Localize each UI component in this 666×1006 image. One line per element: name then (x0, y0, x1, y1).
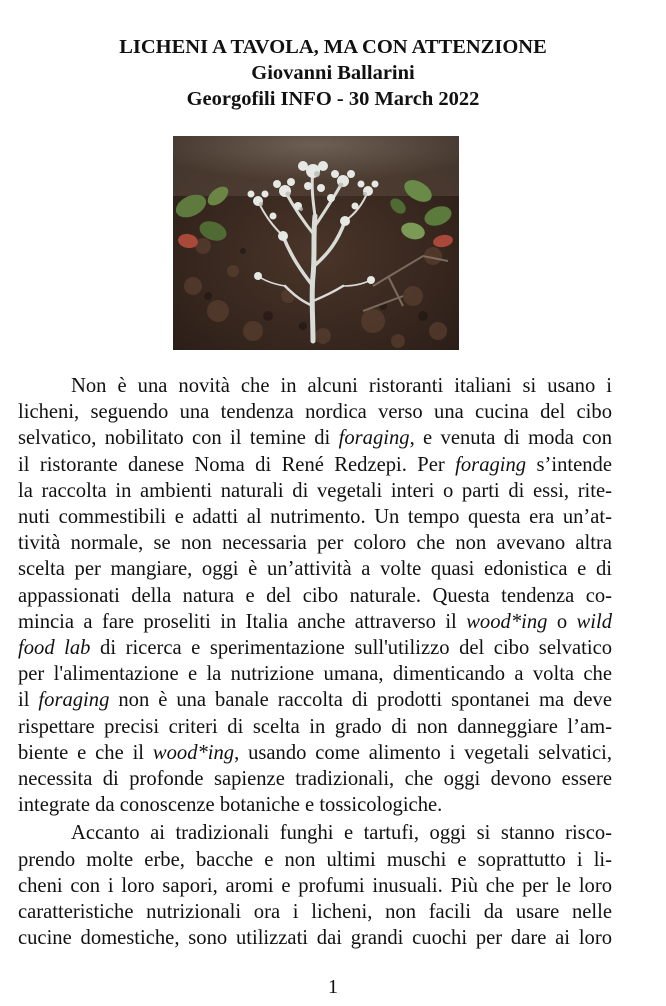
text-line (18, 873, 612, 899)
text-run: licheni, seguendo una tendenza nordica verso una cucina del cibo (18, 401, 612, 424)
text-line (18, 661, 612, 687)
text-run: cheni con i loro sapori, aromi e profumi inusuali. Più che per le loro (18, 874, 612, 897)
text-run: , usando come alimento i vegetali selvatici, (234, 741, 612, 764)
text-run: il (18, 689, 39, 712)
document-author: Giovanni Ballarini (251, 62, 415, 84)
italic-term: wood*ing (466, 610, 548, 633)
text-line (18, 792, 612, 818)
text-line (18, 925, 612, 951)
text-run: Accanto ai tradizionali funghi e tartufi, oggi si stanno risco- (71, 822, 612, 845)
document-title: LICHENI A TAVOLA, MA CON ATTENZIONE (119, 36, 547, 58)
page-number: 1 (327, 976, 339, 998)
text-run: integrate da conoscenze botaniche e tossicologiche. (18, 794, 443, 817)
text-run: scelta per mangiare, oggi è un’attività a volte quasi edonistica e di (18, 558, 612, 581)
text-run: per l'alimentazione e la nutrizione umana, dimenticando a volta che (18, 663, 612, 686)
text-run: biente e che il (18, 741, 153, 764)
text-run: caratteristiche nutrizionali ora i licheni, non facili da usare nelle (18, 901, 612, 924)
text-line (18, 478, 612, 504)
text-line (18, 373, 612, 399)
text-run: la raccolta in ambienti naturali di vegetali interi o parti di essi, rite- (18, 479, 612, 502)
text-run: appassionati della natura e del cibo naturale. Questa tendenza co- (18, 584, 612, 607)
text-run: tività normale, se non necessaria per coloro che non avevano altra (18, 532, 612, 555)
text-line (18, 530, 612, 556)
paragraph (18, 373, 612, 818)
italic-term: foraging (338, 427, 410, 450)
text-line (18, 583, 612, 609)
text-line (18, 425, 612, 451)
text-line (18, 635, 612, 661)
text-run: di ricerca e sperimentazione sull'utilizzo del cibo selvatico (90, 637, 613, 660)
text-run: nuti commestibili e adatti al nutrimento. Un tempo questa era un’at- (18, 506, 612, 529)
text-line (18, 847, 612, 873)
text-line (18, 766, 612, 792)
text-run: s’intende (526, 453, 612, 476)
text-run: non è una banale raccolta di prodotti spontanei ma deve (109, 689, 612, 712)
italic-term: wood*ing (152, 741, 235, 764)
lichen-photo (173, 136, 459, 350)
text-line (18, 399, 612, 425)
text-line (18, 504, 612, 530)
italic-term: wild (576, 610, 613, 633)
text-line (18, 556, 612, 582)
text-run: rispettare precisi criteri di scelta in grado di non danneggiare l’am- (18, 715, 612, 738)
text-run: cucine domestiche, sono utilizzati dai grandi cuochi per dare ai loro (18, 927, 612, 950)
italic-term: foraging (455, 453, 527, 476)
text-line (18, 714, 612, 740)
text-run: mincia a fare proseliti in Italia anche attraverso il (18, 610, 467, 633)
text-run: selvatico, nobilitato con il temine di (18, 427, 339, 450)
text-line (18, 687, 612, 713)
text-line (18, 740, 612, 766)
document-header (0, 34, 666, 112)
text-line (18, 452, 612, 478)
text-run: o (547, 610, 577, 633)
text-run: il ristorante danese Noma di René Redzepi. Per (18, 453, 456, 476)
lichen-photo-icon (173, 136, 459, 350)
italic-term: food lab (18, 637, 91, 660)
text-line (18, 899, 612, 925)
document-source-date: Georgofili INFO - 30 March 2022 (186, 88, 480, 110)
text-line (18, 820, 612, 846)
italic-term: foraging (38, 689, 110, 712)
text-run: prendo molte erbe, bacche e non ultimi muschi e soprattutto i li- (18, 848, 612, 871)
text-run: Non è una novità che in alcuni ristoranti italiani si usano i (71, 375, 612, 397)
paragraph (18, 820, 612, 951)
text-run: , e venuta di moda con (409, 427, 612, 450)
text-run: necessita di profonde sapienze tradizionali, che oggi devono essere (18, 768, 612, 791)
article-body (18, 373, 612, 953)
text-line (18, 609, 612, 635)
